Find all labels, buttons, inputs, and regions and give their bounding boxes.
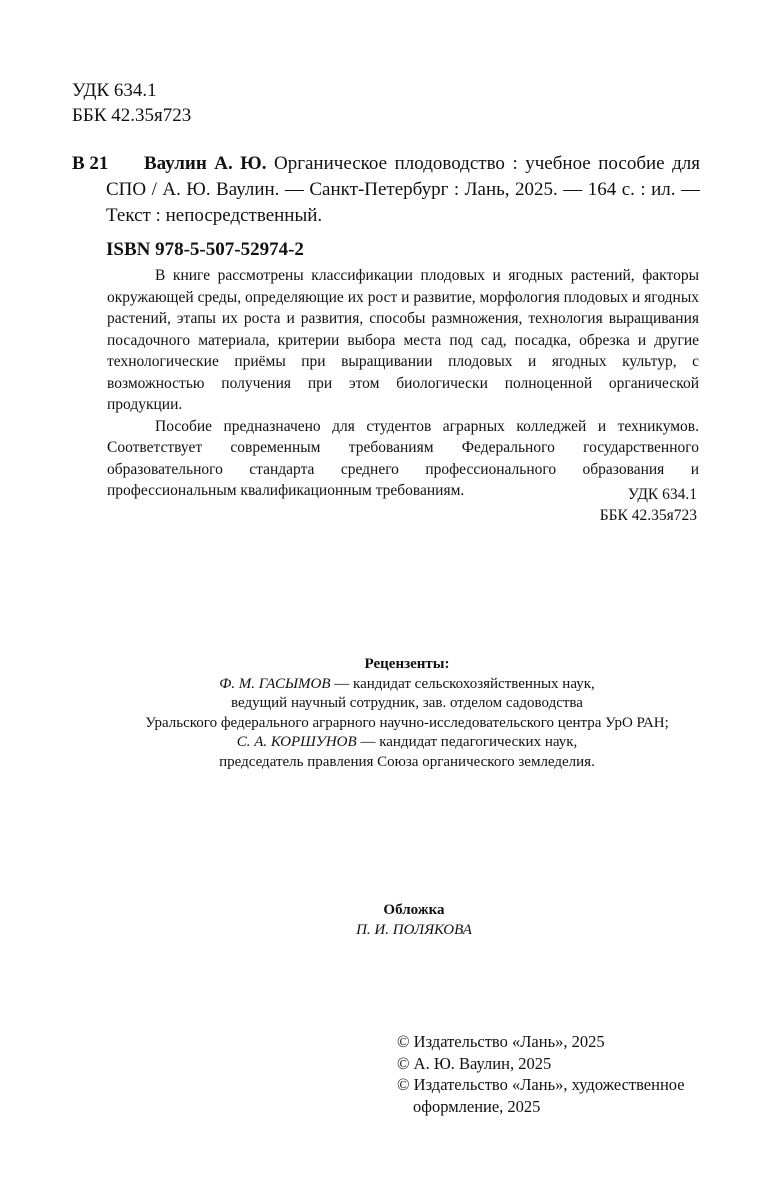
copyright-line: оформление, 2025 — [413, 1096, 541, 1116]
reviewer-line: ведущий научный сотрудник, зав. отделом садоводства — [231, 695, 583, 711]
copyright-line: © А. Ю. Ваулин, 2025 — [397, 1053, 552, 1073]
annotation-paragraph: Пособие предназначено для студентов аграрных колледжей и техникумов. Соответствует современным требованиям Федерального государственного образовательного стандарта среднего профессионального образования и профессиональным квалификационным требованиям. — [107, 417, 699, 499]
annotation-paragraph: В книге рассмотрены классификации плодовых и ягодных растений, факторы окружающей среды, определяющие их рост и развитие, морфология плодовых и ягодных растений, этапы их роста и развития, способы размножения, технология выращивания посадочного материала, критерии выбора места под сад, посадка, обрезка и другие технологические приёмы при выращивании плодовых и ягодных культур, с возможностью получения при этом биологически полноценной органической продукции. — [107, 267, 699, 413]
classification-footer — [600, 484, 697, 526]
cover-designer: П. И. ПОЛЯКОВА — [356, 921, 472, 938]
copyright-line: © Издательство «Лань», 2025 — [397, 1032, 605, 1051]
reviewers-block — [100, 655, 714, 772]
bbk-code: ББК 42.35я723 — [72, 105, 192, 126]
reviewer-line: председатель правления Союза органического земледелия. — [219, 753, 595, 770]
cover-credit — [300, 901, 528, 940]
bbk-code: ББК 42.35я723 — [599, 507, 697, 524]
reviewer-name: Ф. М. ГАСЫМОВ — [219, 675, 331, 692]
author-name: Ваулин А. Ю. — [144, 153, 267, 174]
udk-code: УДК 634.1 — [72, 80, 157, 101]
reviewers-heading: Рецензенты: — [364, 656, 450, 672]
reviewer-line: Ф. М. ГАСЫМОВ — кандидат сельскохозяйственных наук, — [219, 675, 595, 692]
reviewer-name: С. А. КОРШУНОВ — [236, 734, 357, 750]
bibliographic-entry — [72, 151, 700, 263]
bibliographic-description — [106, 151, 700, 229]
reviewer-line: Уральского федерального аграрного научно-исследовательского центра УрО РАН; — [145, 714, 669, 731]
description-text: Органическое плодоводство : учебное пособие для СПО / А. Ю. Ваулин. — Санкт-Петербург : Лань, 2025. — 164 с. : ил. — Текст : непосредственный. — [106, 153, 701, 226]
isbn: ISBN 978-5-507-52974-2 — [106, 239, 304, 260]
author-mark: В 21 — [72, 153, 109, 174]
copyright-line: © Издательство «Лань», художественное — [397, 1075, 685, 1094]
cover-heading: Обложка — [383, 902, 445, 918]
annotation — [107, 265, 699, 502]
copyright-block — [397, 1031, 697, 1117]
udk-code: УДК 634.1 — [627, 486, 697, 503]
classification-header — [72, 78, 191, 128]
reviewer-line: С. А. КОРШУНОВ — кандидат педагогических наук, — [236, 734, 578, 750]
